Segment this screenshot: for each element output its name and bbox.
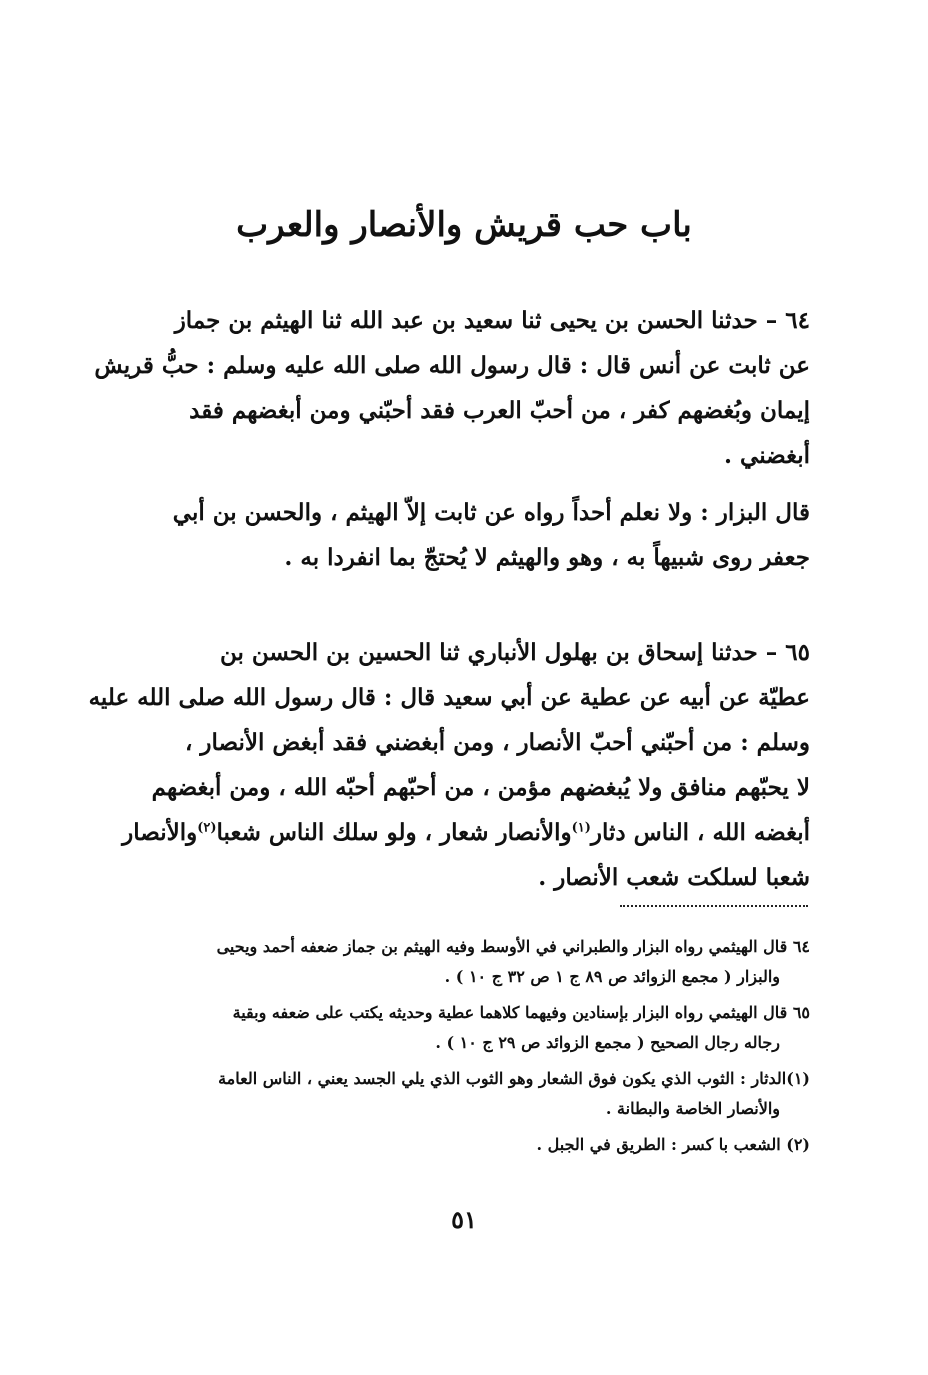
footnote-ref-1: (١) [571, 820, 591, 836]
bazzar-note-line-2: جعفر روى شبيهاً به ، وهو والهيثم لا يُحتجّ بما انفردا به . [284, 544, 810, 571]
footnote-65-line-1: ٦٥ قال الهيثمي رواه البزار بإسنادين وفيهما كلاهما عطية وحديثه يكتب على ضعفه وبقية [232, 1003, 810, 1022]
hadith-64-line-3: إيمان وبُغضهم كفر ، من أحبّ العرب فقد أحبّني ومن أبغضهم فقد [189, 397, 810, 424]
footnote-separator [620, 905, 808, 907]
page-number: ٥١ [451, 1205, 477, 1234]
footnote-64 [138, 932, 810, 992]
hadith-64 [94, 298, 810, 478]
hadith-65-line-4: لا يحبّهم منافق ولا يُبغضهم مؤمن ، من أحبّهم أحبّه الله ، ومن أبغضهم [151, 774, 810, 801]
footnotes [138, 932, 810, 1166]
hadith-65-line-5-part-b: والأنصار شعار ، ولو سلك الناس شعبا [216, 819, 572, 846]
hadith-65 [88, 630, 810, 900]
footnote-1 [138, 1064, 810, 1124]
hadith-65-line-1: ٦٥ – حدثنا إسحاق بن بهلول الأنباري ثنا الحسين بن الحسن بن [219, 639, 810, 666]
chapter-title: باب حب قريش والأنصار والعرب [236, 205, 692, 245]
footnote-1-line-1: (١)الدثار : الثوب الذي يكون فوق الشعار وهو الثوب الذي يلي الجسد يعني ، الناس العامة [218, 1069, 810, 1088]
footnote-2 [138, 1130, 810, 1160]
footnote-64-line-2: والبزار ( مجمع الزوائد ص ٨٩ ج ١ ص ٣٢ ج ١٠ ) . [444, 967, 780, 986]
hadith-65-line-2: عطيّة عن أبيه عن عطية عن أبي سعيد قال : قال رسول الله صلى الله عليه [88, 684, 810, 711]
footnote-ref-2: (٢) [197, 820, 217, 836]
hadith-65-line-3: وسلم : من أحبّني أحبّ الأنصار ، ومن أبغضني فقد أبغض الأنصار ، [185, 729, 810, 756]
hadith-65-line-6: شعبا لسلكت شعب الأنصار . [538, 864, 810, 891]
footnote-2-line-1: (٢) الشعب با كسر : الطريق في الجبل . [536, 1135, 810, 1154]
footnote-65-line-2: رجاله رجال الصحيح ( مجمع الزوائد ص ٢٩ ج ١٠ ) . [435, 1033, 780, 1052]
hadith-65-line-5-part-c: والأنصار [122, 819, 198, 846]
footnote-1-line-2: والأنصار الخاصة والبطانة . [605, 1099, 780, 1118]
hadith-65-line-5 [122, 810, 810, 855]
footnote-65 [138, 998, 810, 1058]
bazzar-note-line-1: قال البزار : ولا نعلم أحداً رواه عن ثابت إلاّ الهيثم ، والحسن بن أبي [172, 499, 810, 526]
bazzar-note [138, 490, 810, 580]
footnote-64-line-1: ٦٤ قال الهيثمي رواه البزار والطبراني في الأوسط وفيه الهيثم بن جماز ضعفه أحمد ويحيى [216, 937, 810, 956]
hadith-64-line-1: ٦٤ – حدثنا الحسن بن يحيى ثنا سعيد بن عبد الله ثنا الهيثم بن جماز [174, 307, 810, 334]
hadith-64-line-2: عن ثابت عن أنس قال : قال رسول الله صلى الله عليه وسلم : حبُّ قريش [94, 352, 810, 379]
hadith-65-line-5-part-a: أبغضه الله ، الناس دثار [590, 819, 810, 846]
hadith-64-line-4: أبغضني . [724, 442, 810, 469]
